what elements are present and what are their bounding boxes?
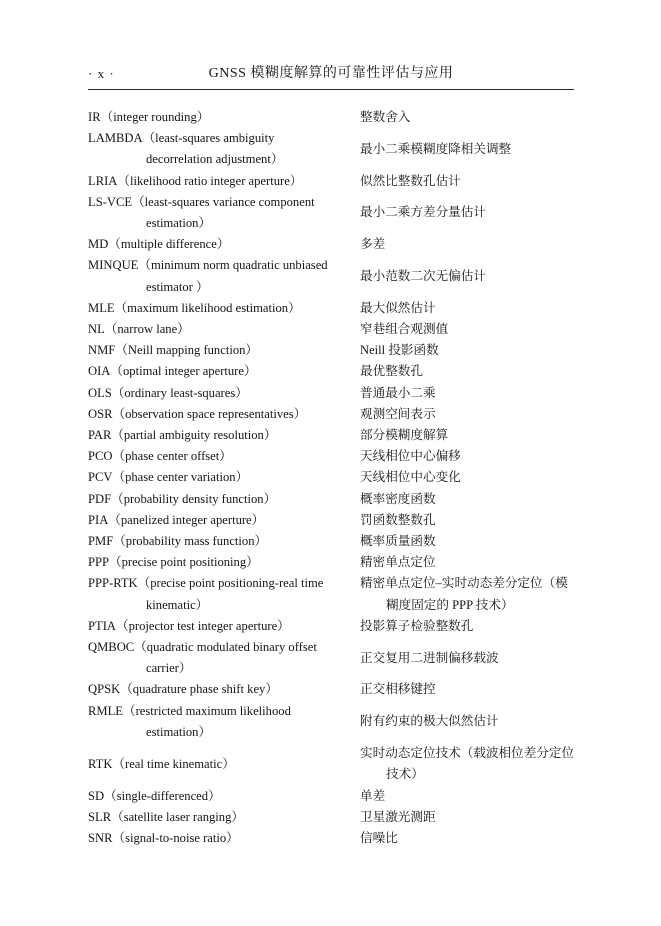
chinese-translation [360,202,631,223]
translation-line: 附有约束的极大似然估计 [360,714,499,729]
term-line: LRIA（likelihood ratio integer aperture） [88,173,303,188]
glossary-row [88,510,631,531]
term-line: OIA（optimal integer aperture） [88,364,257,379]
abbrev-term [88,255,360,297]
abbrev-term [88,679,360,700]
chinese-translation [360,489,631,510]
term-line: LS-VCE（least-squares variance component [88,194,315,209]
term-line: SLR（satellite laser ranging） [88,809,244,824]
chinese-translation [360,171,631,192]
glossary-row [88,340,631,361]
chinese-translation [360,467,631,488]
chinese-translation [360,404,631,425]
term-line: MLE（maximum likelihood estimation） [88,300,301,315]
chinese-translation [360,743,631,785]
chinese-translation [360,786,631,807]
term-line: PPP（precise point positioning） [88,555,259,570]
chinese-translation [360,552,631,573]
glossary-row [88,467,631,488]
chinese-translation [360,361,631,382]
chinese-translation [360,648,631,669]
glossary-list [88,90,631,849]
glossary-row [88,192,631,234]
abbrev-term [88,234,360,255]
chinese-translation [360,531,631,552]
abbrev-term [88,298,360,319]
term-line-cont: estimator ） [146,279,209,294]
glossary-row [88,573,631,615]
abbrev-term [88,616,360,637]
translation-line: 精密单点定位–实时动态差分定位（模 [360,576,568,591]
glossary-row [88,383,631,404]
abbrev-term [88,489,360,510]
abbrev-term [88,361,360,382]
term-line: OSR（observation space representatives） [88,406,307,421]
translation-line: 最小二乘模糊度降相关调整 [360,141,512,156]
translation-line: 精密单点定位 [360,555,436,570]
glossary-row [88,255,631,297]
glossary-row [88,234,631,255]
chinese-translation [360,298,631,319]
translation-line: 信噪比 [360,830,398,845]
glossary-row [88,616,631,637]
term-line: MINQUE（minimum norm quadratic unbiased [88,258,328,273]
abbrev-term [88,128,360,170]
abbrev-term [88,319,360,340]
term-line-cont: kinematic） [146,597,209,612]
translation-line: 观测空间表示 [360,406,436,421]
abbrev-term [88,828,360,849]
glossary-row [88,637,631,679]
abbrev-term [88,637,360,679]
glossary-row [88,552,631,573]
translation-line: 天线相位中心变化 [360,470,461,485]
abbrev-term [88,531,360,552]
glossary-row [88,107,631,128]
glossary-row [88,171,631,192]
chinese-translation [360,340,631,361]
translation-line-cont: 技术） [386,767,424,782]
page-header [88,60,574,90]
abbrev-term [88,754,360,775]
abbrev-term [88,425,360,446]
chinese-translation [360,383,631,404]
chinese-translation [360,807,631,828]
term-line: RMLE（restricted maximum likelihood [88,703,291,718]
chinese-translation [360,139,631,160]
translation-line: 实时动态定位技术（载波相位差分定位 [360,746,575,761]
glossary-row [88,489,631,510]
term-line: PPP-RTK（precise point positioning-real time [88,576,324,591]
translation-line: 多差 [360,237,386,252]
term-line: PCO（phase center offset） [88,449,232,464]
translation-line: 最大似然估计 [360,300,436,315]
translation-line: 正交相移键控 [360,682,436,697]
chinese-translation [360,234,631,255]
glossary-row [88,361,631,382]
glossary-row [88,679,631,700]
abbrev-term [88,701,360,743]
glossary-row [88,701,631,743]
term-line: PCV（phase center variation） [88,470,249,485]
abbrev-term [88,467,360,488]
glossary-row [88,828,631,849]
abbrev-term [88,383,360,404]
translation-line: 似然比整数孔估计 [360,173,461,188]
term-line-cont: estimation） [146,724,212,739]
glossary-row [88,425,631,446]
translation-line: 最优整数孔 [360,364,423,379]
abbrev-term [88,786,360,807]
term-line-cont: decorrelation adjustment） [146,152,284,167]
term-line: IR（integer rounding） [88,110,210,124]
abbrev-term [88,807,360,828]
glossary-row [88,446,631,467]
glossary-row [88,128,631,170]
chinese-translation [360,679,631,700]
translation-line: 卫星激光测距 [360,809,436,824]
term-line: NL（narrow lane） [88,322,190,337]
term-line: LAMBDA（least-squares ambiguity [88,131,275,146]
translation-line: 单差 [360,788,386,803]
translation-line: 普通最小二乘 [360,385,436,400]
glossary-row [88,807,631,828]
abbrev-term [88,192,360,234]
glossary-row [88,298,631,319]
translation-line: 投影算子检验整数孔 [360,618,474,633]
abbrev-term [88,171,360,192]
translation-line: 罚函数整数孔 [360,512,436,527]
term-line: PAR（partial ambiguity resolution） [88,428,277,443]
term-line: PDF（probability density function） [88,491,277,506]
glossary-row [88,531,631,552]
abbrev-term [88,552,360,573]
abbrev-term [88,107,360,128]
translation-line: 概率质量函数 [360,534,436,549]
translation-line: 整数舍入 [360,110,411,124]
term-line: MD（multiple difference） [88,237,230,252]
chinese-translation [360,573,631,615]
glossary-row [88,786,631,807]
translation-line: 概率密度函数 [360,491,436,506]
chinese-translation [360,319,631,340]
running-title: GNSS 模糊度解算的可靠性评估与应用 [208,66,454,81]
chinese-translation [360,446,631,467]
translation-line: 最小二乘方差分量估计 [360,205,486,220]
chinese-translation [360,616,631,637]
abbrev-term [88,404,360,425]
abbrev-term [88,446,360,467]
page-number: · x · [88,66,115,81]
term-line: PMF（probability mass function） [88,534,268,549]
chinese-translation [360,828,631,849]
abbrev-term [88,510,360,531]
glossary-row [88,743,631,785]
chinese-translation [360,266,631,287]
abbrev-term [88,573,360,615]
term-line: SNR（signal-to-noise ratio） [88,830,239,845]
term-line: SD（single-differenced） [88,788,221,803]
translation-line: 正交复用二进制偏移载波 [360,650,499,665]
translation-line: 最小范数二次无偏估计 [360,269,486,284]
term-line: QMBOC（quadratic modulated binary offset [88,640,317,655]
term-line-cont: estimation） [146,216,212,231]
translation-line: 部分模糊度解算 [360,428,449,443]
translation-line: 天线相位中心偏移 [360,449,461,464]
term-line: RTK（real time kinematic） [88,756,235,771]
abbrev-term [88,340,360,361]
term-line: PTIA（projector test integer aperture） [88,618,290,633]
term-line: PIA（panelized integer aperture） [88,512,265,527]
chinese-translation [360,711,631,732]
translation-line: 窄巷组合观测值 [360,322,449,337]
chinese-translation [360,510,631,531]
glossary-row [88,404,631,425]
glossary-row [88,319,631,340]
term-line: NMF（Neill mapping function） [88,343,259,358]
term-line: QPSK（quadrature phase shift key） [88,682,278,697]
term-line-cont: carrier） [146,661,192,676]
chinese-translation [360,425,631,446]
chinese-translation [360,107,631,128]
term-line: OLS（ordinary least-squares） [88,385,248,400]
translation-line: Neill 投影函数 [360,343,439,358]
translation-line-cont: 糊度固定的 PPP 技术） [386,597,514,612]
